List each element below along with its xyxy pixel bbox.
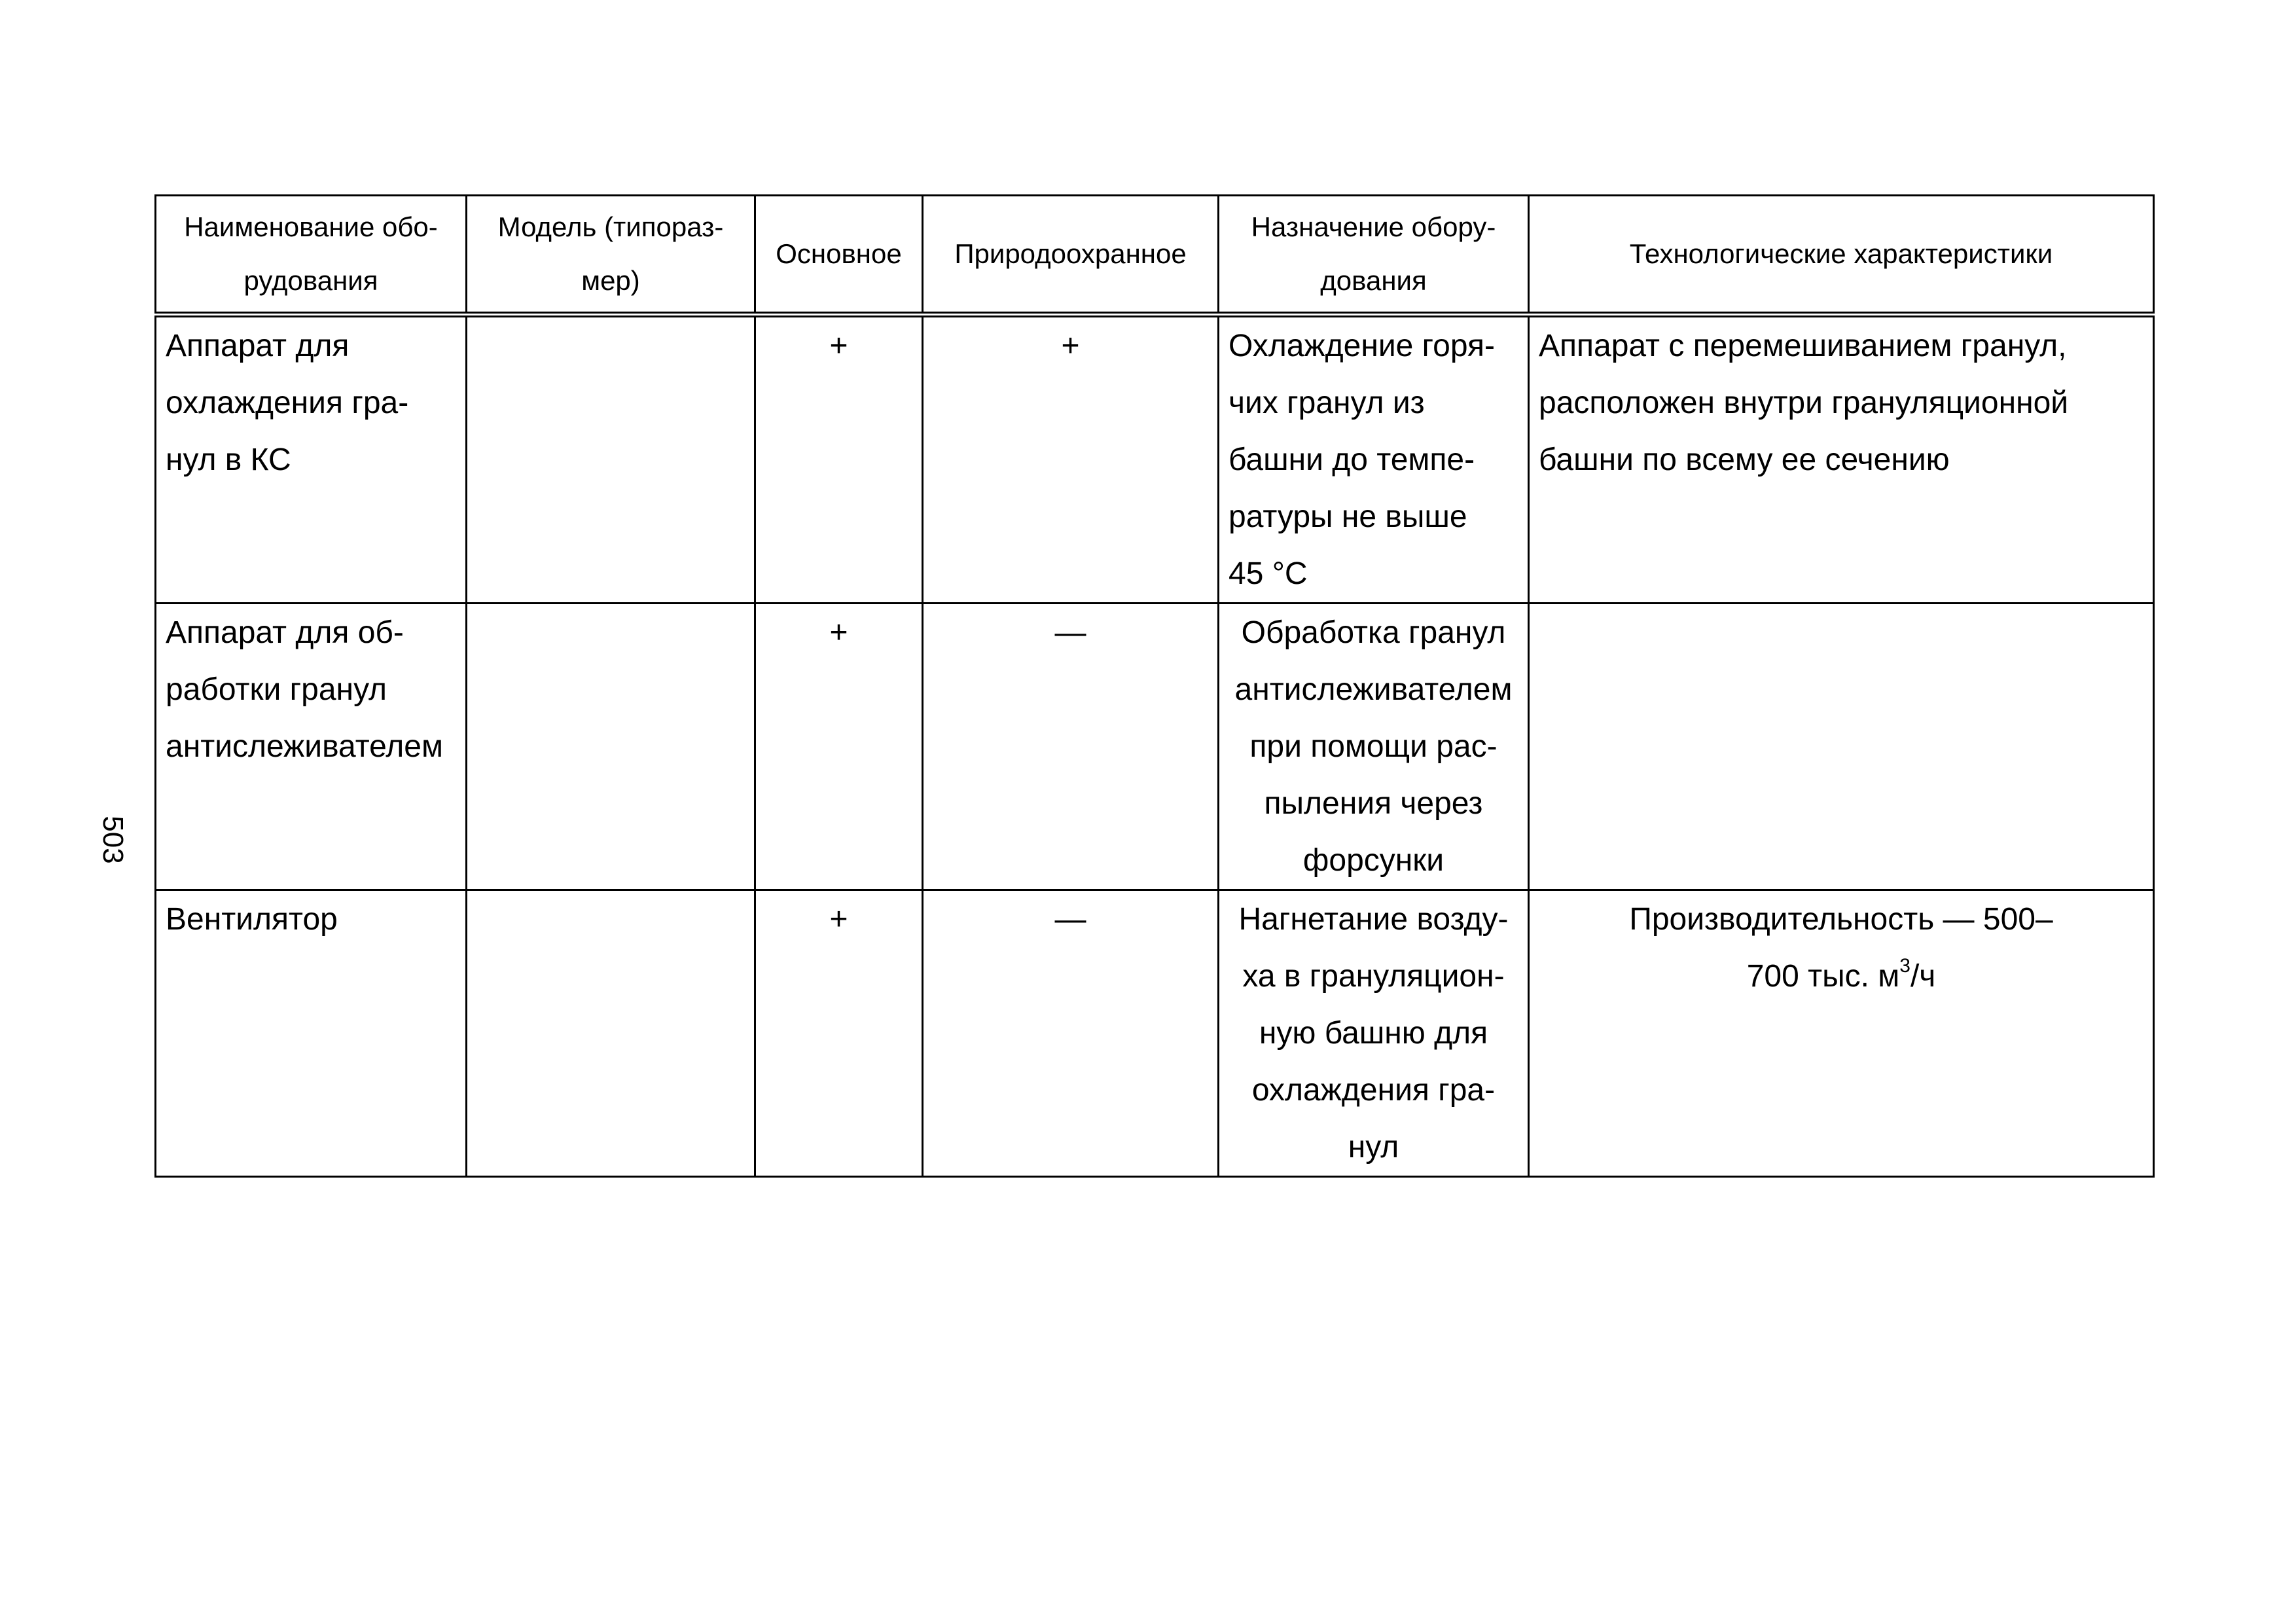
cell-environmental: — (923, 604, 1219, 890)
cell-equipment-name: Вентилятор (156, 890, 467, 1177)
capacity-value: 700 тыс. $м^3/ч$ (1746, 955, 1936, 994)
cell-purpose: Нагнетание возду- ха в грануляцион- ную башню для охлаждения гра- нул (1219, 890, 1529, 1177)
header-environmental: Природоохранное (923, 196, 1219, 315)
header-model: Модель (типораз- мер) (467, 196, 755, 315)
cell-characteristics: Производительность — 500– 700 тыс. $м^3/ч$ (1529, 890, 2154, 1177)
cell-main: + (755, 604, 923, 890)
cell-environmental: + (923, 315, 1219, 604)
cell-model (467, 315, 755, 604)
page-number: 503 (97, 816, 129, 864)
equipment-table (154, 194, 2155, 1178)
cell-characteristics (1529, 604, 2154, 890)
table-row (156, 315, 2154, 604)
table-row (156, 604, 2154, 890)
cell-purpose: Обработка гранул антислеживателем при помощи рас- пыления через форсунки (1219, 604, 1529, 890)
table-row (156, 890, 2154, 1177)
cell-environmental: — (923, 890, 1219, 1177)
cell-equipment-name: Аппарат для охлаждения гра- нул в КС (156, 315, 467, 604)
cell-characteristics: Аппарат с перемешиванием гранул, расположен внутри грануляционной башни по всему ее сечению (1529, 315, 2154, 604)
header-characteristics: Технологические характеристики (1529, 196, 2154, 315)
cell-equipment-name: Аппарат для об- работки гранул антислеживателем (156, 604, 467, 890)
cell-main: + (755, 315, 923, 604)
table-header-row (156, 196, 2154, 315)
header-purpose: Назначение обору- дования (1219, 196, 1529, 315)
cell-main: + (755, 890, 923, 1177)
cell-model (467, 604, 755, 890)
cell-model (467, 890, 755, 1177)
cell-purpose: Охлаждение горя- чих гранул из башни до темпе- ратуры не выше 45 °C (1219, 315, 1529, 604)
header-main: Основное (755, 196, 923, 315)
header-equipment-name: Наименование обо- рудования (156, 196, 467, 315)
